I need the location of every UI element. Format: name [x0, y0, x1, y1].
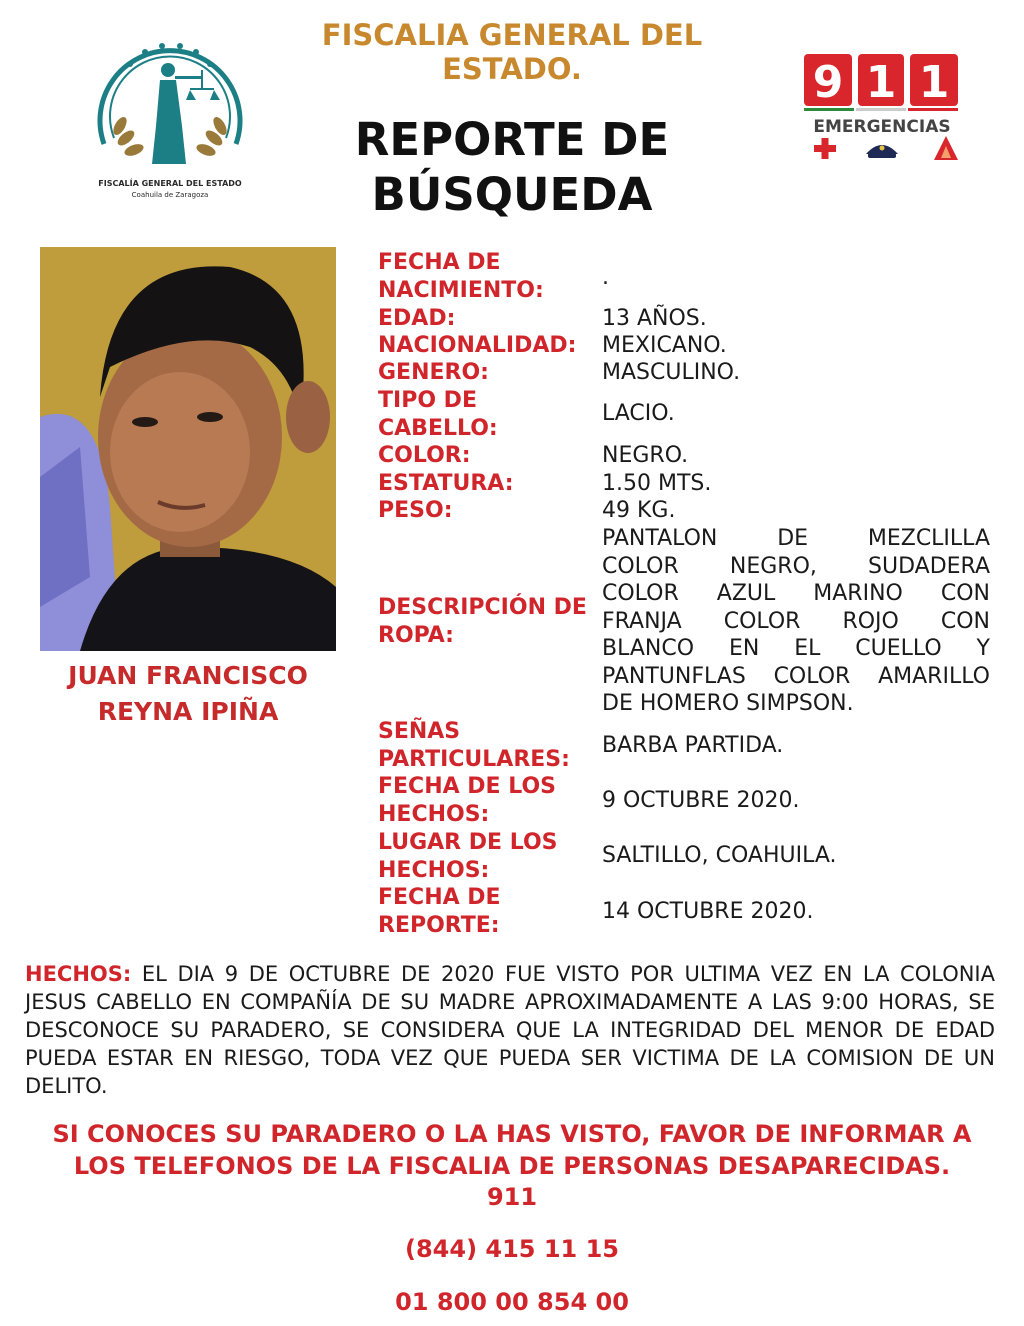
event-date-label	[378, 773, 593, 828]
logo-caption: FISCALÍA GENERAL DEL ESTADO	[98, 179, 242, 188]
marks-label-line2: PARTICULARES:	[378, 746, 570, 772]
event-date-value: 9 OCTUBRE 2020.	[602, 788, 800, 813]
report-date-label-line1: FECHA DE	[378, 885, 501, 910]
birth-date-label-line1: FECHA DE	[378, 250, 501, 275]
emergencias-caption: EMERGENCIAS	[813, 117, 951, 137]
clothing-label	[378, 594, 593, 649]
marks-label	[378, 718, 593, 773]
age-value: 13 AÑOS.	[602, 306, 707, 331]
fire-icon	[934, 136, 958, 160]
report-date-value: 14 OCTUBRE 2020.	[602, 899, 814, 924]
clothing-line: DE HOMERO SIMPSON.	[602, 691, 854, 716]
agency-title-line1: FISCALIA GENERAL DEL	[321, 18, 703, 52]
nationality-value: MEXICANO.	[602, 333, 727, 358]
marks-label-line1: SEÑAS	[378, 719, 461, 744]
phone-local: (844) 415 11 15	[405, 1235, 619, 1263]
missing-person-photo	[40, 247, 336, 651]
agency-title-line2: ESTADO.	[442, 52, 582, 86]
height-label: ESTATURA:	[378, 471, 514, 496]
digit-9: 9	[812, 57, 844, 108]
weight-label: PESO:	[378, 498, 453, 523]
gender-value: MASCULINO.	[602, 360, 741, 385]
event-date-label-line1: FECHA DE LOS	[378, 774, 557, 799]
agency-title	[300, 18, 724, 86]
clothing-label-line2: ROPA:	[378, 622, 454, 648]
phone-tollfree: 01 800 00 854 00	[395, 1288, 629, 1316]
height-value: 1.50 MTS.	[602, 471, 712, 496]
event-place-label-line2: HECHOS:	[378, 857, 490, 883]
color-label: COLOR:	[378, 443, 471, 468]
scales-of-justice-icon	[90, 26, 250, 206]
clothing-line: PANTALON DE MEZCLILLA	[602, 526, 990, 551]
clothing-line: COLOR AZUL MARINO CON	[602, 581, 990, 606]
age-label: EDAD:	[378, 306, 456, 331]
hair-type-label-line2: CABELLO:	[378, 415, 498, 441]
hair-type-label	[378, 387, 593, 442]
clothing-line: BLANCO EN EL CUELLO Y	[602, 636, 990, 661]
birth-date-label-line2: NACIMIENTO:	[378, 277, 544, 303]
emergency-911-logo	[800, 50, 965, 180]
report-title-line1: REPORTE DE	[354, 113, 670, 166]
phone-911: 911	[486, 1183, 538, 1211]
person-name-line2: REYNA IPIÑA	[97, 697, 279, 726]
nationality-label: NACIONALIDAD:	[378, 333, 577, 358]
hair-type-label-line1: TIPO DE	[378, 388, 477, 413]
clothing-line: COLOR NEGRO, SUDADERA	[602, 553, 990, 579]
facts-text: EL DIA 9 DE OCTUBRE DE 2020 FUE VISTO POR ULTIMA VEZ EN LA COLONIA JESUS CABELLO EN COMPAÑÍA DE SU MADRE APROXIMADAMENTE A LAS 9:00 HORAS, SE DESCONOCE SU PARADERO, SE CONSIDERA QUE LA INTEGRIDAD DEL MENOR DE EDAD PUEDA ESTAR EN RIESGO, TODA VEZ QUE PUEDA SER VICTIMA DE LA COMISION DE UN DELITO.	[25, 962, 995, 1098]
event-date-label-line2: HECHOS:	[378, 801, 490, 827]
police-cap-icon	[866, 145, 898, 158]
report-title	[300, 112, 724, 222]
hair-type-value: LACIO.	[602, 401, 675, 426]
event-place-label-line1: LUGAR DE LOS	[378, 830, 558, 855]
clothing-line: FRANJA COLOR ROJO CON	[602, 608, 990, 634]
color-value: NEGRO.	[602, 443, 689, 468]
facts-paragraph	[25, 960, 995, 1100]
event-place-label	[378, 829, 593, 884]
birth-date-label	[378, 249, 593, 304]
gender-label: GENERO:	[378, 360, 489, 385]
birth-date-value: .	[602, 265, 609, 290]
digit-1a: 1	[865, 57, 897, 108]
fiscalia-logo	[90, 26, 250, 206]
weight-value: 49 KG.	[602, 498, 676, 523]
report-title-line2: BÚSQUEDA	[371, 168, 653, 221]
clothing-value	[602, 525, 990, 718]
clothing-label-line1: DESCRIPCIÓN DE	[378, 595, 587, 620]
report-date-label	[378, 884, 593, 939]
red-cross-icon	[814, 138, 836, 159]
person-name	[40, 658, 336, 730]
event-place-value: SALTILLO, COAHUILA.	[602, 843, 837, 868]
report-date-label-line2: REPORTE:	[378, 912, 500, 938]
contact-appeal-line2: LOS TELEFONOS DE LA FISCALIA DE PERSONAS DESAPARECIDAS.	[73, 1152, 951, 1180]
facts-label: HECHOS:	[25, 962, 132, 986]
clothing-line: PANTUNFLAS COLOR AMARILLO	[602, 663, 990, 689]
contact-appeal-line1: SI CONOCES SU PARADERO O LA HAS VISTO, FAVOR DE INFORMAR A	[52, 1120, 972, 1148]
digit-1b: 1	[918, 57, 950, 108]
person-name-line1: JUAN FRANCISCO	[68, 661, 308, 690]
marks-value: BARBA PARTIDA.	[602, 733, 784, 758]
logo-subcaption: Coahuila de Zaragoza	[131, 191, 209, 199]
